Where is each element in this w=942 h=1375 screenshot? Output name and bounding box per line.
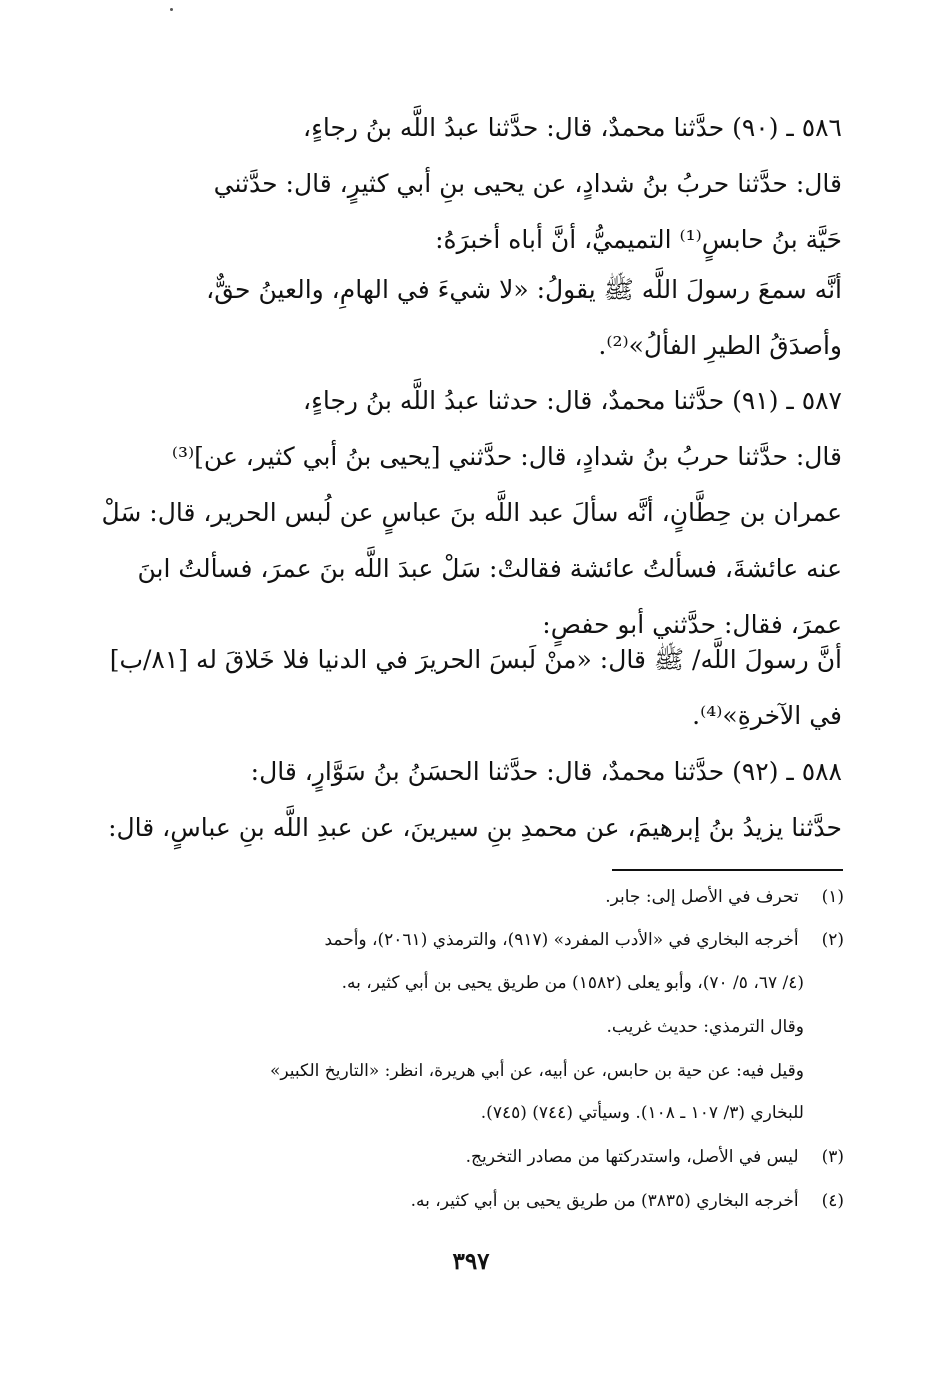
hadith-587-matn	[100, 632, 842, 744]
text-line: عمران بن حِطَّانٍ، أنَّه سألَ عبد اللَّه بنَ عباسٍ عن لُبس الحرير، قال: سَلْ	[101, 498, 842, 527]
footnote-2-cont	[94, 1054, 844, 1088]
footnote-text: للبخاري (٣/ ١٠٧ ـ ١٠٨). وسيأتي (٧٤٤) (٧٤٥).	[480, 1103, 804, 1123]
footnote-2-cont	[94, 1096, 844, 1130]
footnote-text: تحرف في الأصل إلى: جابر.	[605, 887, 799, 907]
footnote-3	[94, 1140, 844, 1174]
footnote-text: (٤/ ٦٧، ٥/ ٧٠)، وأبو يعلى (١٥٨٢) من طريق يحيى بن أبي كثير، به.	[341, 973, 804, 993]
footnote-2-cont	[94, 966, 844, 1000]
text-line: قال: حدَّثنا حربُ بنُ شدادٍ، عن يحيى بنِ أبي كثيرٍ، قال: حدَّثني	[213, 169, 842, 198]
hadith-586-isnad	[100, 100, 842, 268]
text-line: حدَّثنا يزيدُ بنُ إبرهيمَ، عن محمدِ بنِ سيرينَ، عن عبدِ اللَّه بنِ عباسٍ، قال:	[108, 813, 842, 842]
footnote-4	[94, 1184, 844, 1218]
footnote-number: (٤)	[821, 1191, 844, 1211]
footnote-number: (٢)	[821, 930, 844, 950]
text-line: حَيَّة بنُ حابسٍ⁽¹⁾ التميميُّ، أنَّ أباه أخبرَهُ:	[435, 225, 842, 254]
text-line: قال: حدَّثنا حربُ بنُ شدادٍ، قال: حدَّثني [يحيى بنُ أبي كثير، عن]⁽³⁾	[171, 442, 842, 471]
text-line: في الآخرةِ»⁽⁴⁾.	[692, 701, 842, 730]
text-line: عنه عائشةَ، فسألتُ عائشة فقالتْ: سَلْ عبدَ اللَّه بنَ عمرَ، فسألتُ ابنَ	[137, 554, 842, 583]
footnote-text: أخرجه البخاري في «الأدب المفرد» (٩١٧)، والترمذي (٢٠٦١)، وأحمد	[324, 930, 799, 950]
scan-speck	[170, 8, 173, 11]
page-number: ٣٩٧	[452, 1248, 490, 1275]
footnote-text: وقيل فيه: عن حية بن حابس، عن أبيه، عن أبي هريرة، انظر: «التاريخ الكبير»	[270, 1061, 804, 1081]
footnote-number: (٣)	[821, 1147, 844, 1167]
hadith-586-matn	[100, 262, 842, 374]
text-line: ٥٨٨ ـ (٩٢) حدَّثنا محمدٌ، قال: حدَّثنا الحسَنُ بنُ سَوَّارٍ، قال:	[250, 757, 842, 786]
text-line: ٥٨٧ ـ (٩١) حدَّثنا محمدٌ، قال: حدثنا عبدُ اللَّه بنُ رجاءٍ،	[303, 386, 842, 415]
text-line: عمرَ، فقال: حدَّثني أبو حفصٍ:	[542, 610, 842, 639]
text-line: أنَّ رسولَ اللَّه/ ﷺ قال: «منْ لَبسَ الحريرَ في الدنيا فلا خَلاقَ له [٨١/ب]	[109, 645, 842, 674]
text-line: وأصدَقُ الطيرِ الفألُ»⁽²⁾.	[598, 331, 842, 360]
footnote-1	[94, 880, 844, 914]
footnote-separator	[612, 869, 843, 871]
text-line: ٥٨٦ ـ (٩٠) حدَّثنا محمدٌ، قال: حدَّثنا عبدُ اللَّه بنُ رجاءٍ،	[303, 113, 842, 142]
hadith-587-isnad	[100, 373, 842, 653]
footnote-2	[94, 923, 844, 957]
footnote-text: أخرجه البخاري (٣٨٣٥) من طريق يحيى بن أبي كثير، به.	[410, 1191, 799, 1211]
footnote-2-cont	[94, 1010, 844, 1044]
footnote-text: وقال الترمذي: حديث غريب.	[606, 1017, 804, 1037]
footnote-number: (١)	[821, 887, 844, 907]
hadith-588-isnad	[100, 744, 842, 856]
footnote-text: ليس في الأصل، واستدركتها من مصادر التخريج.	[465, 1147, 799, 1167]
text-line: أنَّه سمعَ رسولَ اللَّه ﷺ يقولُ: «لا شيءَ في الهامِ، والعينُ حقٌّ،	[206, 275, 842, 304]
